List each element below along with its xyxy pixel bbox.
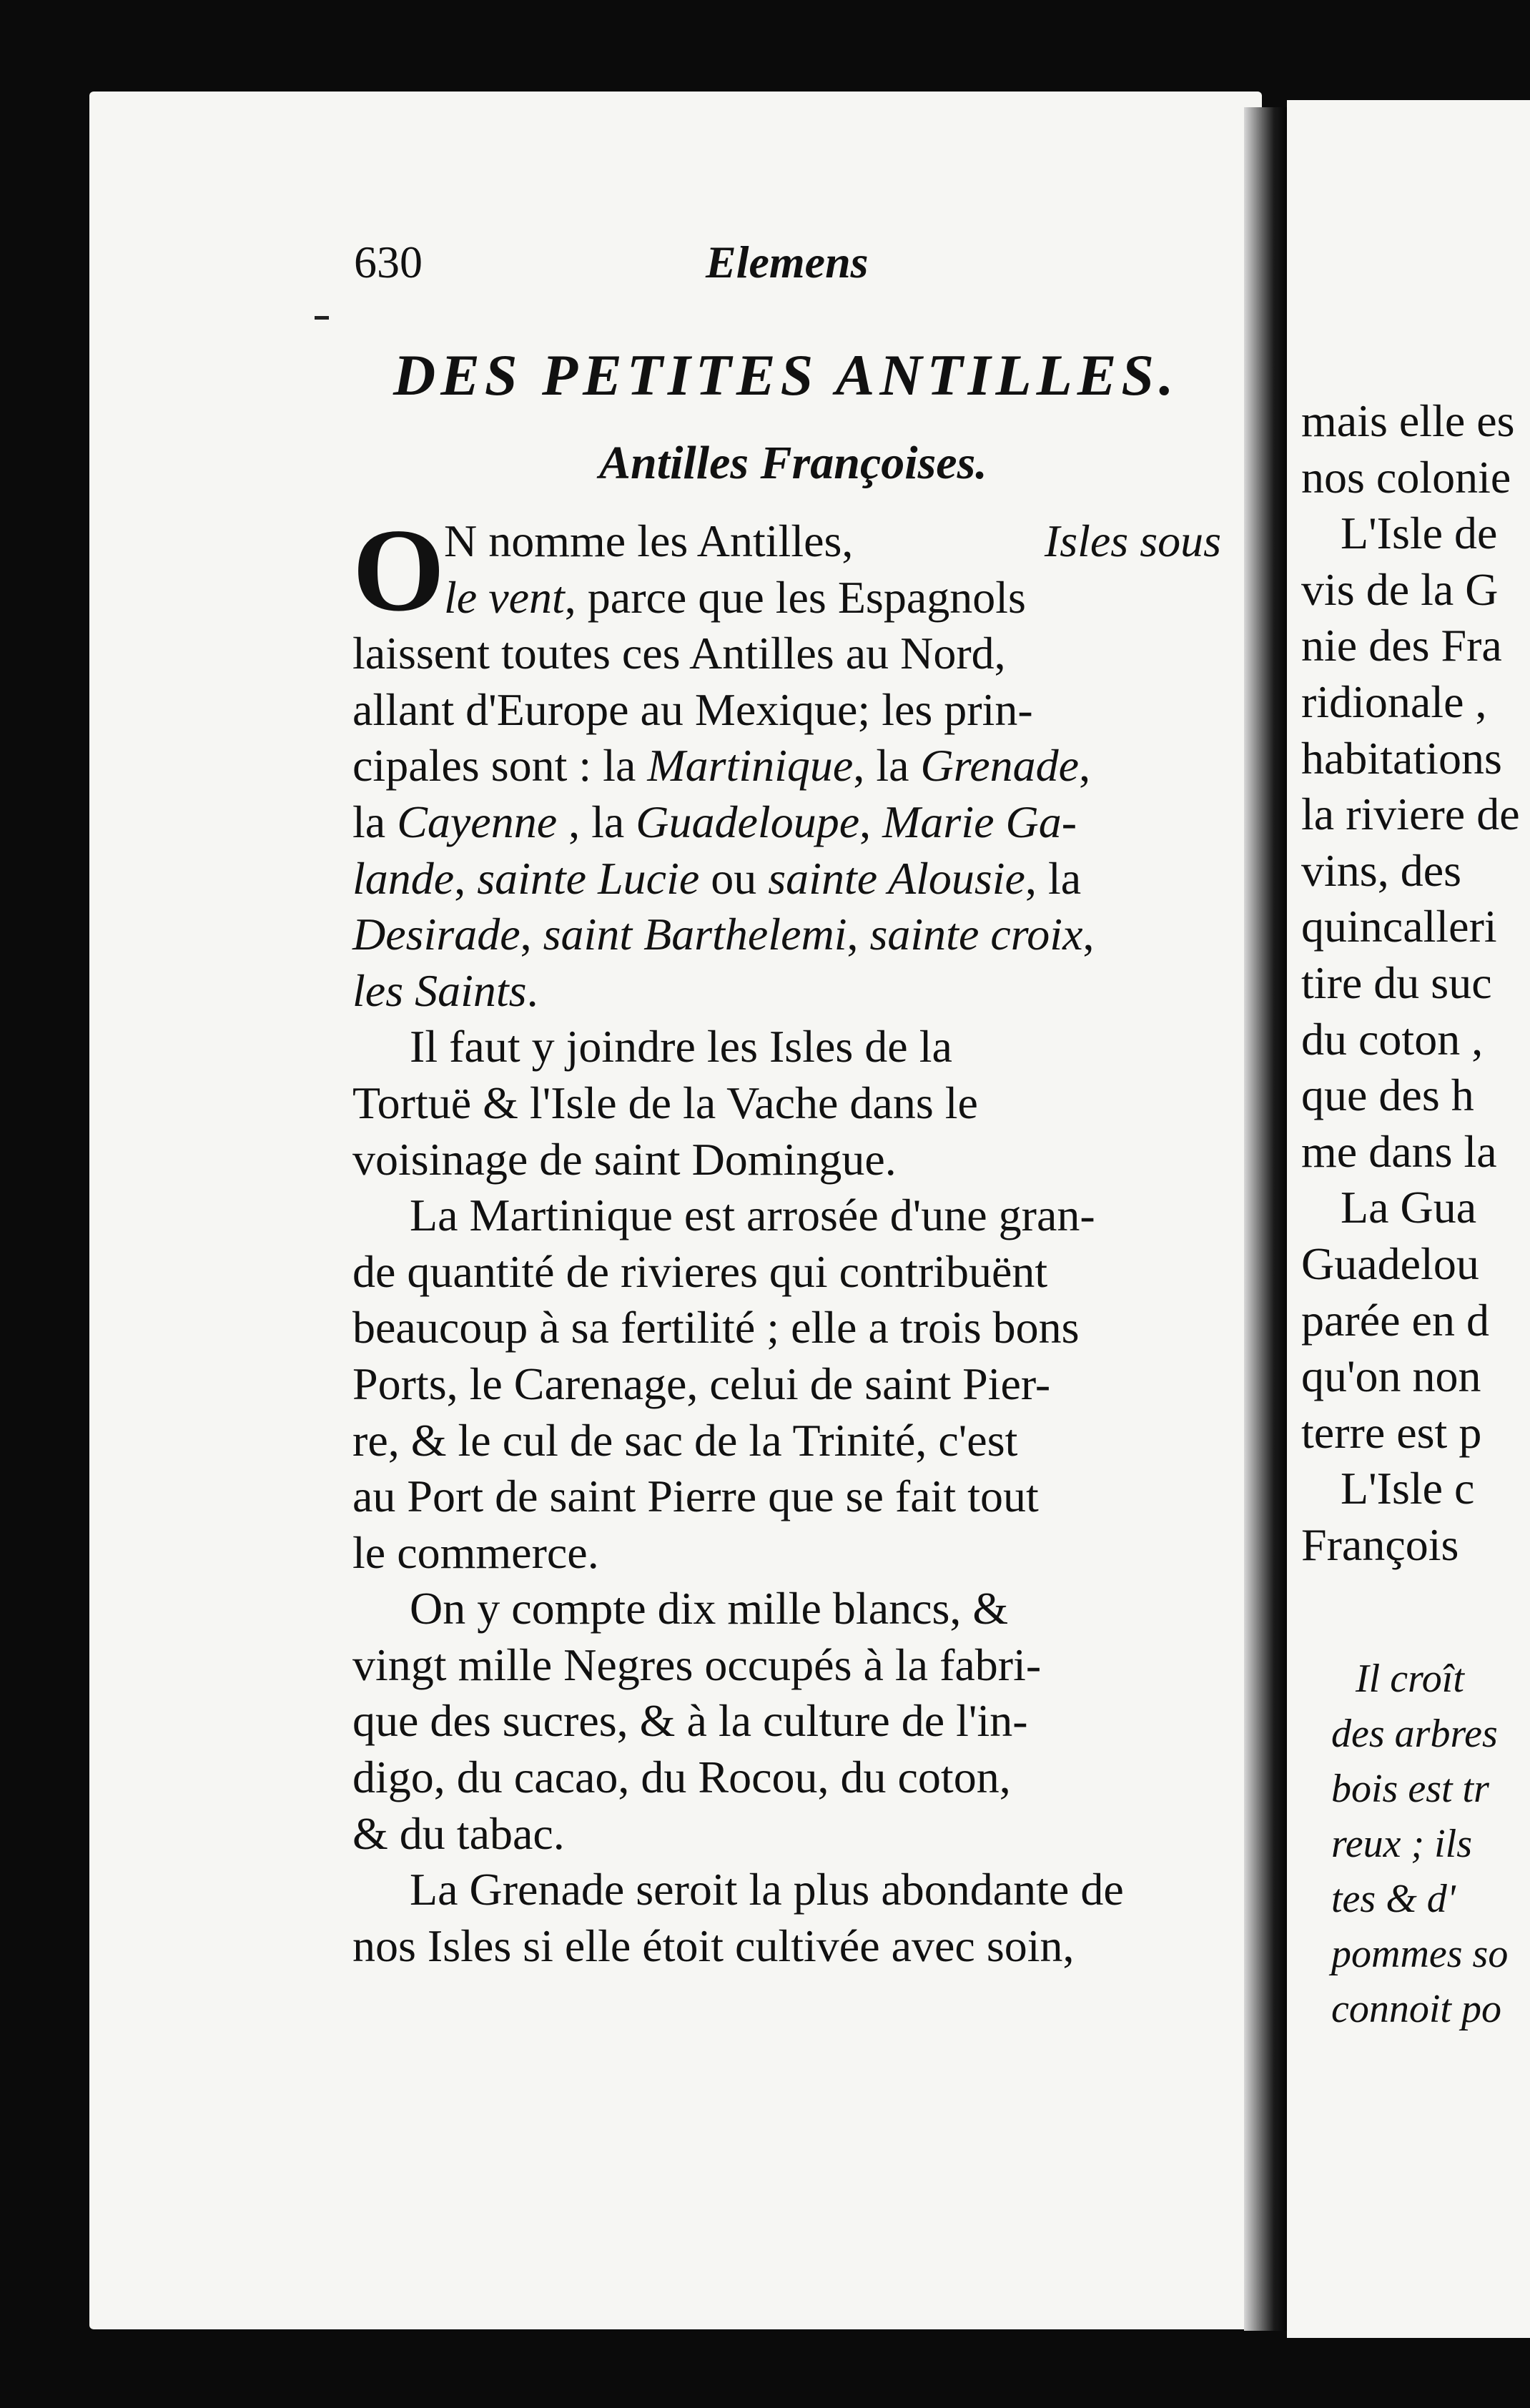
text-run: La Martinique est arrosée d'une gran-	[410, 1190, 1095, 1241]
right-note-line: pommes so	[1331, 1932, 1509, 1976]
right-line: ridionale ,	[1301, 676, 1487, 727]
text-line	[352, 1075, 1221, 1132]
text-run: re, & le cul de sac de la Trinité, c'est	[352, 1414, 1018, 1466]
italic-text: sainte Lucie	[477, 852, 700, 904]
text-line	[352, 794, 1221, 851]
italic-text: sainte Alousie	[768, 852, 1025, 904]
text-line	[352, 851, 1221, 907]
text-run: Il faut y joindre les Isles de la	[410, 1021, 952, 1072]
right-line: que des h	[1301, 1070, 1474, 1121]
text-run: cipales sont : la	[352, 740, 648, 791]
running-head: Elemens	[706, 237, 869, 287]
text-line	[352, 570, 1221, 626]
text-run: ou	[699, 852, 769, 904]
text-line	[352, 1244, 1221, 1301]
italic-text: sainte croix	[869, 909, 1083, 960]
text-run: Tortuë & l'Isle de la Vache dans le	[352, 1077, 978, 1128]
text-run: ,	[1079, 740, 1091, 791]
text-run: ,	[859, 796, 883, 847]
text-run: On y compte dix mille blancs, &	[410, 1583, 1009, 1634]
text-line	[352, 738, 1221, 794]
page-header	[354, 236, 1248, 300]
text-run: vingt mille Negres occupés à la fabri-	[352, 1639, 1042, 1690]
page-number: 630	[354, 237, 423, 287]
text-run: nos Isles si elle étoit cultivée avec soin,	[352, 1920, 1075, 1971]
text-run: au Port de saint Pierre que se fait tout	[352, 1471, 1039, 1522]
right-note-line: des arbres	[1331, 1712, 1498, 1756]
right-line: quincalleri	[1301, 901, 1497, 952]
right-line: me dans la	[1301, 1125, 1497, 1177]
text-run: , la	[1025, 852, 1082, 904]
right-note-line: reux ; ils	[1331, 1822, 1472, 1866]
text-run: ,	[454, 852, 478, 904]
text-line	[352, 1581, 1221, 1637]
right-line: nos colonie	[1301, 451, 1511, 503]
text-line	[352, 1356, 1221, 1413]
text-run: ,	[520, 909, 543, 960]
italic-text: Martinique	[647, 740, 854, 791]
right-line: vins, des	[1301, 844, 1461, 896]
right-page-text	[1301, 393, 1520, 1573]
text-run: , la	[557, 796, 636, 847]
text-line	[352, 1019, 1221, 1075]
text-line	[352, 1413, 1221, 1469]
italic-text: le vent	[444, 571, 565, 623]
right-line: du coton ,	[1301, 1013, 1484, 1065]
right-line: vis de la G	[1301, 563, 1499, 615]
text-run: digo, du cacao, du Rocou, du coton,	[352, 1752, 1011, 1803]
italic-text: Desirade	[352, 909, 520, 960]
text-run: Ports, le Carenage, celui de saint Pier-	[352, 1358, 1051, 1409]
right-page-notes	[1331, 1652, 1508, 2037]
right-line: L'Isle de	[1341, 508, 1498, 559]
right-line: mais elle es	[1301, 395, 1515, 446]
text-run: .	[526, 964, 538, 1016]
text-run: ,	[847, 909, 870, 960]
text-run: allant d'Europe au Mexique; les prin-	[352, 684, 1033, 735]
italic-text: Isles sous	[1044, 515, 1221, 566]
text-line	[352, 513, 1221, 570]
text-line	[352, 1862, 1221, 1918]
text-run: que des sucres, & à la culture de l'in-	[352, 1695, 1028, 1747]
text-line	[352, 907, 1221, 963]
text-line	[352, 1300, 1221, 1356]
right-line: nie des Fra	[1301, 620, 1502, 671]
text-run: , parce que les Espagnols	[564, 571, 1026, 623]
right-line: François	[1301, 1519, 1459, 1570]
text-line	[352, 1469, 1221, 1525]
right-line: habitations	[1301, 732, 1502, 784]
text-line	[352, 626, 1221, 682]
right-line: terre est p	[1301, 1406, 1482, 1458]
text-run: laissent toutes ces Antilles au Nord,	[352, 628, 1006, 679]
text-run: & du tabac.	[352, 1807, 565, 1859]
text-line	[352, 1693, 1221, 1750]
text-line	[352, 1188, 1221, 1244]
section-title: DES PETITES ANTILLES.	[393, 342, 1179, 408]
text-line	[352, 1132, 1221, 1188]
drop-cap: O	[352, 504, 445, 636]
italic-text: Guadeloupe	[636, 796, 860, 847]
right-note-line: bois est tr	[1331, 1767, 1489, 1811]
text-run: La Grenade seroit la plus abondante de	[410, 1864, 1124, 1915]
italic-text: Marie Ga-	[882, 796, 1077, 847]
text-line	[352, 1637, 1221, 1694]
text-run: le commerce.	[352, 1526, 599, 1578]
text-line	[352, 1750, 1221, 1806]
right-line: L'Isle c	[1341, 1463, 1475, 1514]
italic-text: Cayenne	[397, 796, 558, 847]
text-run: beaucoup à sa fertilité ; elle a trois bons	[352, 1302, 1080, 1353]
italic-text: les Saints	[352, 964, 527, 1016]
right-line: parée en d	[1301, 1294, 1489, 1346]
text-line	[352, 963, 1221, 1020]
right-page	[1287, 100, 1530, 2338]
right-line: Guadelou	[1301, 1238, 1479, 1289]
text-run: ,	[1082, 909, 1095, 960]
italic-text: Grenade	[920, 740, 1080, 791]
right-note-line: tes & d'	[1331, 1877, 1456, 1921]
text-line	[352, 1918, 1221, 1975]
right-note-line: connoit po	[1331, 1987, 1501, 2031]
text-run: N nomme les Antilles,	[444, 515, 854, 566]
text-run: la	[352, 796, 398, 847]
text-run: de quantité de rivieres qui contribuënt	[352, 1245, 1048, 1297]
section-subtitle: Antilles Françoises.	[599, 437, 987, 489]
text-line	[352, 682, 1221, 739]
right-line: la riviere de	[1301, 789, 1520, 840]
body-text	[352, 504, 1221, 1974]
margin-mark	[315, 316, 329, 320]
text-line	[352, 1525, 1221, 1582]
right-note-line: Il croît	[1356, 1657, 1464, 1701]
italic-text: lande	[352, 852, 455, 904]
text-run: voisinage de saint Domingue.	[352, 1133, 897, 1185]
text-run: , la	[853, 740, 921, 791]
book-gutter	[1244, 107, 1287, 2331]
right-line: La Gua	[1341, 1182, 1477, 1233]
right-line: tire du suc	[1301, 957, 1492, 1008]
right-line: qu'on non	[1301, 1351, 1481, 1402]
italic-text: saint Barthelemi	[543, 909, 847, 960]
text-line	[352, 1806, 1221, 1862]
